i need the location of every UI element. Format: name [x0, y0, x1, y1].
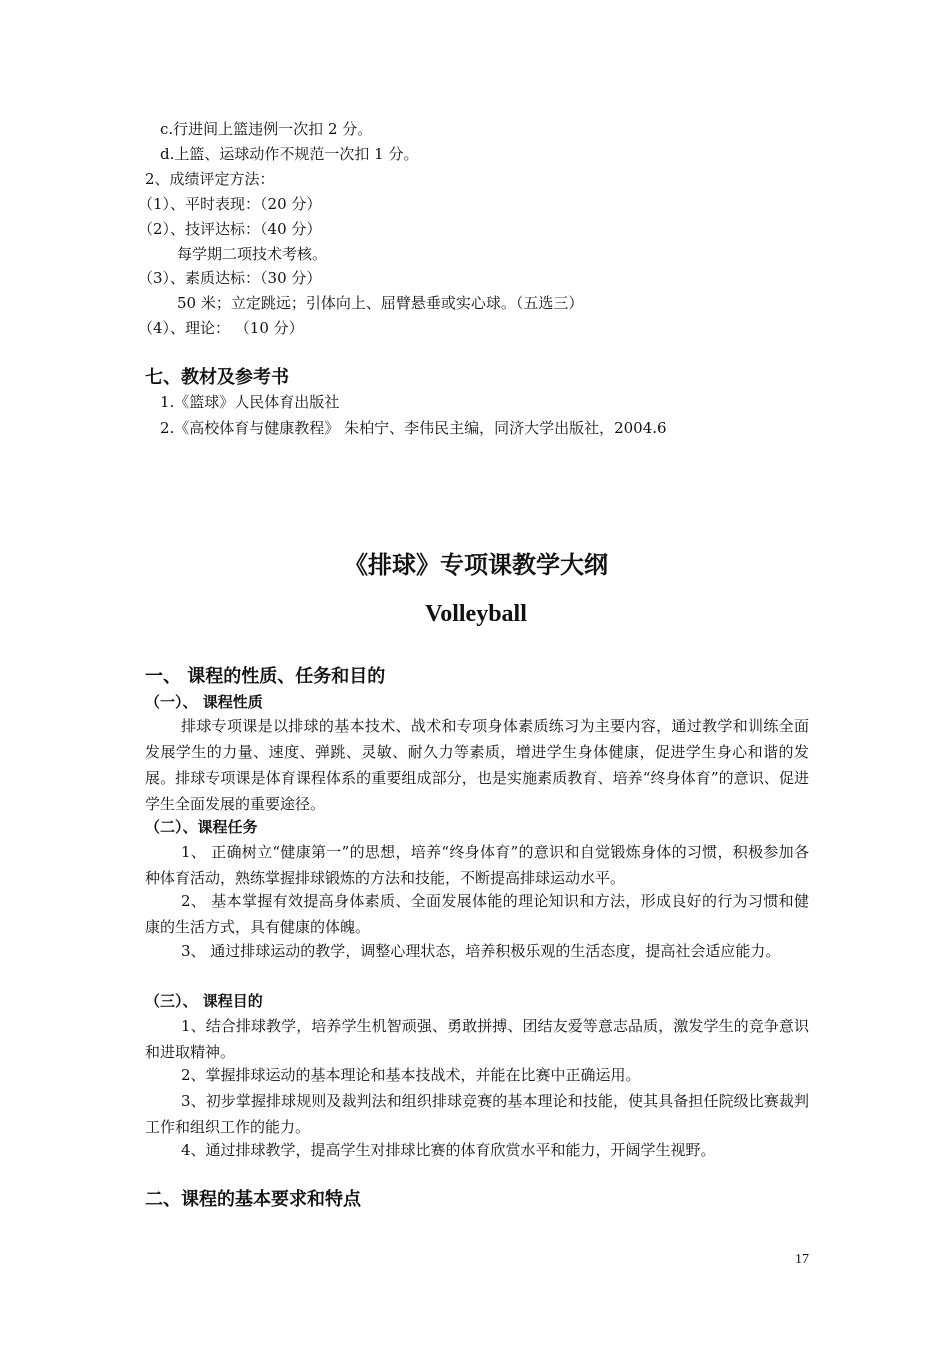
grading-item-2-detail: 每学期二项技术考核。 — [177, 245, 328, 263]
syllabus-subtitle-en: Volleyball — [425, 601, 527, 627]
goals-heading: （三）、 课程目的 — [145, 992, 263, 1010]
goal-item-1: 1、结合排球教学，培养学生机智顽强、勇敢拼搏、团结友爱等意志品质，激发学生的竞争意识和进取精神。 — [145, 1017, 809, 1061]
rule-line-c: c.行进间上篮违例一次扣 2 分。 — [160, 120, 373, 138]
section-1-heading: 一、 课程的性质、任务和目的 — [145, 666, 386, 687]
task-item-2: 2、 基本掌握有效提高身体素质、全面发展体能的理论知识和方法，形成良好的行为习惯和健康的生活方式，具有健康的体魄。 — [145, 892, 809, 936]
section-2-heading: 二、课程的基本要求和特点 — [145, 1189, 361, 1210]
nature-paragraph: 排球专项课是以排球的基本技术、战术和专项身体素质练习为主要内容，通过教学和训练全面发展学生的力量、速度、弹跳、灵敏、耐久力等素质，增进学生身体健康，促进学生身心和谐的发展。排球专项课是体育课程体系的重要组成部分，也是实施素质教育、培养“终身体育”的意识、促进学生全面发展的重要途径。 — [145, 717, 809, 813]
grading-item-4: （4）、理论： （10 分） — [138, 319, 304, 337]
nature-heading: （一）、 课程性质 — [145, 693, 263, 711]
tasks-heading: （二）、课程任务 — [145, 818, 258, 836]
task-item-1: 1、 正确树立“健康第一”的思想，培养“终身体育”的意识和自觉锻炼身体的习惯，积极参加各种体育活动，熟练掌握排球锻炼的方法和技能，不断提高排球运动水平。 — [145, 843, 809, 887]
reference-item-2: 2.《高校体育与健康教程》 朱柏宁、李伟民主编，同济大学出版社，2004.6 — [160, 419, 667, 437]
grading-item-2: （2）、技评达标：（40 分） — [138, 220, 322, 238]
grading-item-3: （3）、素质达标：（30 分） — [138, 269, 322, 287]
grading-item-1: （1）、平时表现：（20 分） — [138, 195, 322, 213]
goal-item-3: 3、初步掌握排球规则及裁判法和组织排球竞赛的基本理论和技能，使其具备担任院级比赛裁判工作和组织工作的能力。 — [145, 1092, 809, 1136]
syllabus-title: 《排球》专项课教学大纲 — [344, 551, 608, 579]
grading-heading: 2、成绩评定方法： — [145, 170, 275, 188]
task-item-3: 3、 通过排球运动的教学，调整心理状态，培养积极乐观的生活态度，提高社会适应能力。 — [181, 942, 781, 960]
page-number: 17 — [795, 1252, 809, 1267]
reference-item-1: 1.《篮球》人民体育出版社 — [160, 393, 340, 411]
rule-line-d: d.上篮、运球动作不规范一次扣 1 分。 — [160, 145, 419, 163]
goal-item-2: 2、掌握排球运动的基本理论和基本技战术，并能在比赛中正确运用。 — [181, 1066, 641, 1084]
goal-item-4: 4、通过排球教学，提高学生对排球比赛的体育欣赏水平和能力，开阔学生视野。 — [181, 1141, 716, 1159]
references-heading: 七、教材及参考书 — [145, 367, 289, 388]
grading-item-3-detail: 50 米；立定跳远；引体向上、屈臂悬垂或实心球。（五选三） — [177, 294, 584, 312]
